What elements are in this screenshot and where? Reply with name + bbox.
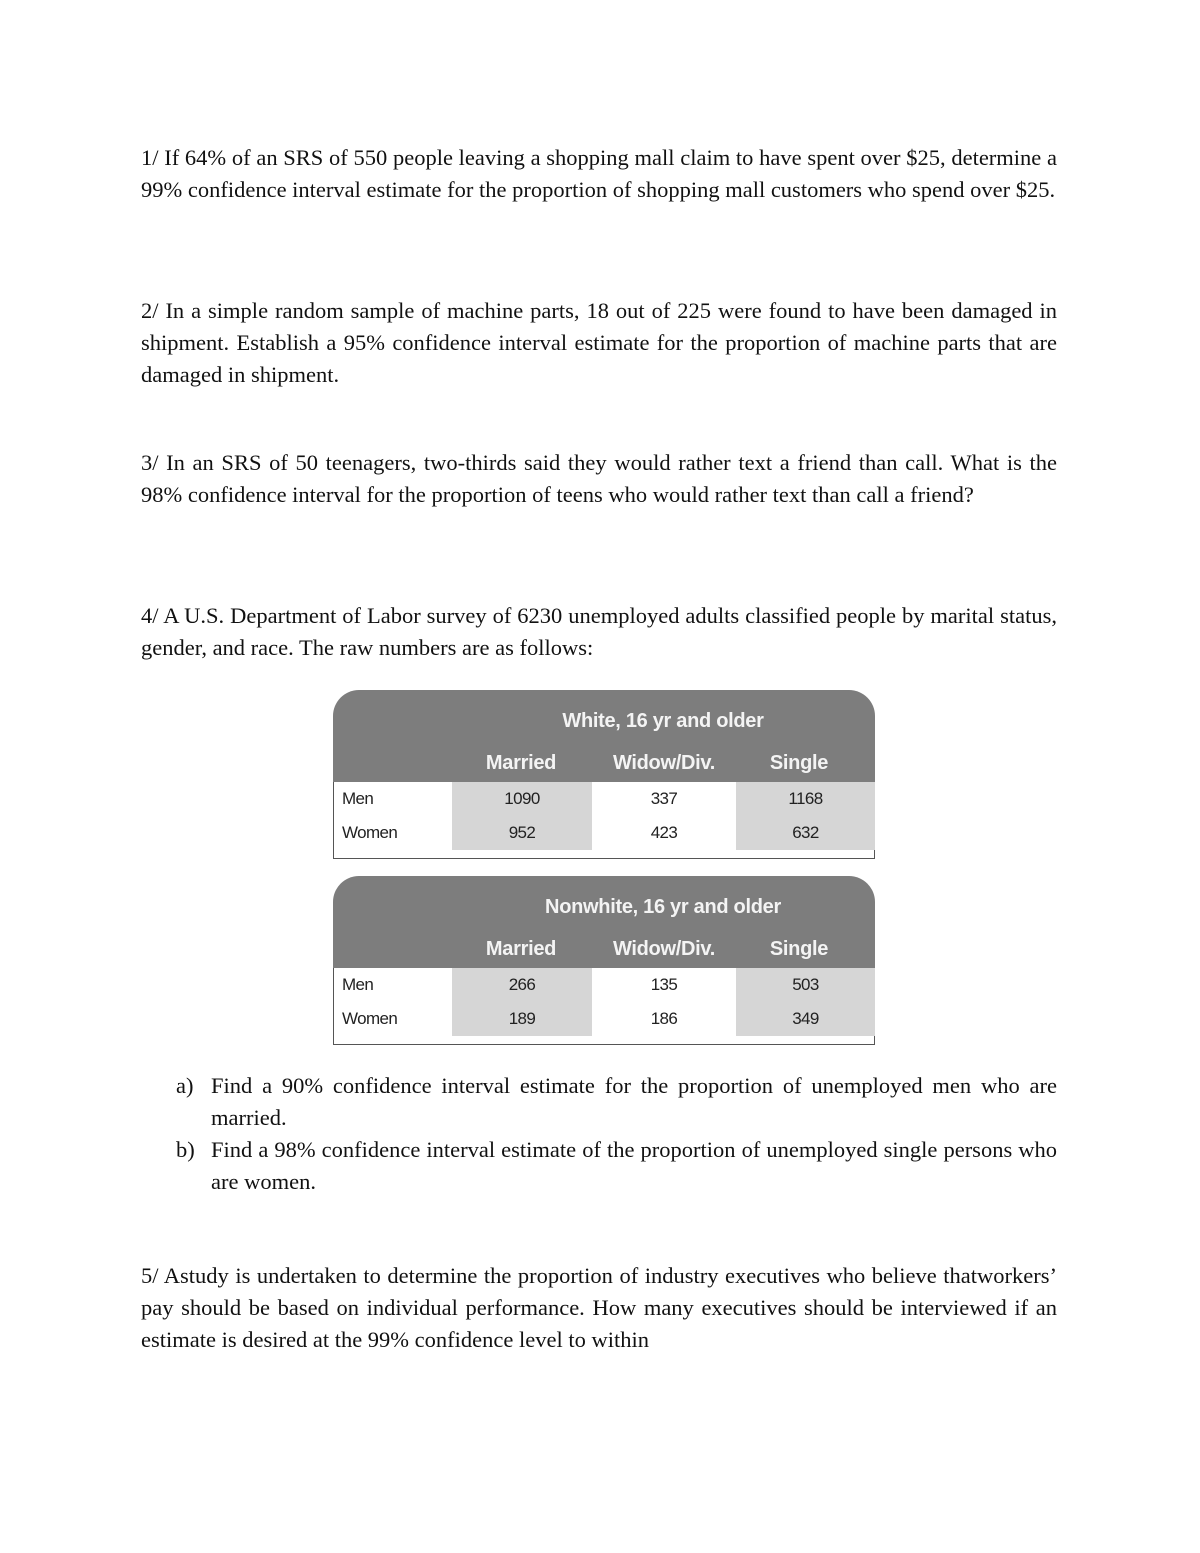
column-header-married: Married [485,752,557,774]
cell-men-single: 1168 [736,782,875,816]
cell-men-married: 1090 [452,782,592,816]
column-header-single: Single [769,752,829,774]
column-header-widow-div: Widow/Div. [612,752,715,774]
nonwhite-table [333,876,875,1044]
cell-women-married: 189 [452,1002,592,1036]
subquestion-marker: a) [176,1073,194,1098]
subquestion-a [176,1070,1057,1134]
subquestion-list [176,1070,1057,1198]
row-label-men: Men [342,975,374,994]
table-row-women [334,1002,874,1036]
row-label-men: Men [342,789,374,808]
table-row-men [334,968,874,1002]
question-4: 4/ A U.S. Department of Labor survey of 6230 unemployed adults classified people by marital status, gender, and race. The raw numbers are as follows: [141,603,1057,660]
row-label-women: Women [342,823,398,842]
question-5: 5/ Astudy is undertaken to determine the proportion of industry executives who believe thatworkers’ pay should be based on individual performance. How many executives should be interviewed if an estimate is desired at the 99% confidence level to within [141,1263,1057,1352]
question-1: 1/ If 64% of an SRS of 550 people leaving a shopping mall claim to have spent over $25, determine a 99% confidence interval estimate for the proportion of shopping mall customers who spend over $25. [141,145,1057,202]
subquestion-text: Find a 98% confidence interval estimate of the proportion of unemployed single persons who are women. [211,1137,1057,1194]
column-header-widow-div: Widow/Div. [612,938,715,960]
cell-women-widow-div: 423 [592,816,736,850]
nonwhite-table-title: Nonwhite, 16 yr and older [545,896,781,918]
table-row-men [334,782,874,816]
subquestion-b [176,1134,1057,1198]
question-2: 2/ In a simple random sample of machine parts, 18 out of 225 were found to have been damaged in shipment. Establish a 95% confidence interval estimate for the proportion of machine parts that are damaged in shipment. [141,298,1057,387]
white-table-header [333,690,875,782]
subquestion-marker: b) [176,1137,195,1162]
cell-men-single: 503 [736,968,875,1002]
cell-women-married: 952 [452,816,592,850]
cell-women-single: 349 [736,1002,875,1036]
white-table-title: White, 16 yr and older [562,710,764,732]
column-header-single: Single [769,938,829,960]
table-row-women [334,816,874,850]
white-table [333,690,875,858]
nonwhite-table-body [333,968,875,1045]
subquestion-text: Find a 90% confidence interval estimate for the proportion of unemployed men who are married. [211,1073,1057,1130]
question-3: 3/ In an SRS of 50 teenagers, two-thirds said they would rather text a friend than call. What is the 98% confidence interval for the proportion of teens who would rather text than call a friend? [141,450,1057,507]
cell-men-widow-div: 135 [592,968,736,1002]
white-table-body [333,782,875,859]
row-label-women: Women [342,1009,398,1028]
cell-men-married: 266 [452,968,592,1002]
cell-women-widow-div: 186 [592,1002,736,1036]
cell-women-single: 632 [736,816,875,850]
column-header-married: Married [485,938,557,960]
nonwhite-table-header [333,876,875,968]
cell-men-widow-div: 337 [592,782,736,816]
